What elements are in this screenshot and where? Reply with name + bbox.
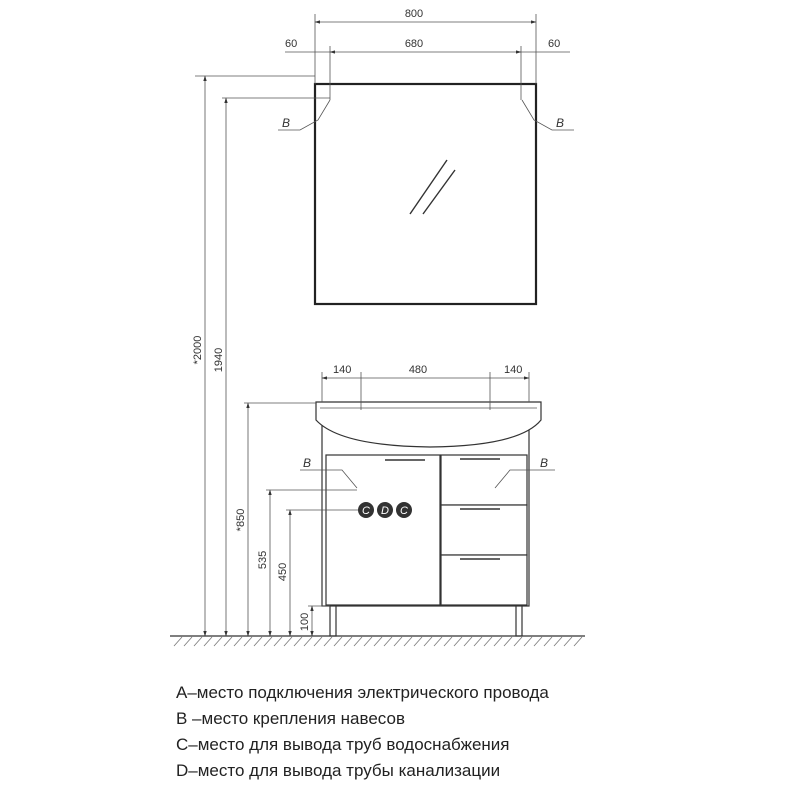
cabinet-door (326, 455, 440, 605)
floor-hatch-mark (204, 637, 212, 646)
floor-hatch-mark (494, 637, 502, 646)
water-connection-marker: C (362, 505, 370, 517)
floor-hatch-mark (524, 637, 532, 646)
cabinet-leg-right (516, 606, 522, 636)
floor-hatch-mark (294, 637, 302, 646)
mirror-left-offset-dim: 60 (285, 38, 298, 50)
floor-hatch-mark (504, 637, 512, 646)
height-2000-dim: *2000 (192, 335, 204, 365)
floor-hatch-mark (314, 637, 322, 646)
legend-item-d: D–место для вывода трубы канализации (176, 761, 501, 780)
floor-hatch-mark (514, 637, 522, 646)
floor-hatch-mark (434, 637, 442, 646)
floor-hatch-mark (244, 637, 252, 646)
mirror (278, 84, 574, 304)
cabinet-mount-label-left: B (303, 456, 312, 470)
floor-hatch-mark (354, 637, 362, 646)
floor-hatch-mark (374, 637, 382, 646)
floor-hatch-mark (484, 637, 492, 646)
cabinet-left-width-dim: 140 (333, 364, 352, 376)
floor-hatch-mark (394, 637, 402, 646)
mirror-right-offset-dim: 60 (548, 38, 561, 50)
mirror-mount-label-right: B (556, 116, 565, 130)
legend-item-a: A–место подключения электрического провода (176, 683, 549, 702)
floor-hatch-mark (564, 637, 572, 646)
floor-hatch-mark (254, 637, 262, 646)
height-850-dim: *850 (235, 508, 247, 532)
mirror-dimensions (285, 8, 570, 100)
floor-hatch-mark (414, 637, 422, 646)
height-100-dim: 100 (299, 612, 311, 632)
floor-hatch-mark (364, 637, 372, 646)
legend (176, 680, 549, 784)
floor-hatch-mark (544, 637, 552, 646)
drawer-top (441, 455, 527, 505)
floor-hatch-mark (324, 637, 332, 646)
floor-hatch-mark (334, 637, 342, 646)
floor-hatch-mark (274, 637, 282, 646)
floor-hatch-mark (444, 637, 452, 646)
cabinet-right-width-dim: 140 (504, 364, 523, 376)
mirror-mount-label-left: B (282, 116, 291, 130)
floor-hatch-mark (264, 637, 272, 646)
height-450-dim: 450 (277, 562, 289, 582)
legend-item-b: B –место крепления навесов (176, 709, 405, 728)
floor-hatch-mark (404, 637, 412, 646)
mount-leader-right (522, 100, 574, 130)
cabinet-center-width-dim: 480 (408, 364, 428, 376)
floor-hatch-mark (554, 637, 562, 646)
floor-hatch-mark (344, 637, 352, 646)
floor-hatch-mark (474, 637, 482, 646)
floor-hatch-mark (464, 637, 472, 646)
drawer-bottom (441, 555, 527, 605)
floor-line (170, 636, 585, 646)
floor-hatch-mark (224, 637, 232, 646)
drawer-middle (441, 505, 527, 555)
connection-markers (358, 502, 412, 518)
floor-hatch-mark (184, 637, 192, 646)
height-1940-dim: 1940 (213, 347, 225, 373)
vanity-cabinet (300, 402, 555, 636)
floor-hatch-mark (454, 637, 462, 646)
mirror-width-dim: 800 (404, 8, 424, 20)
drain-connection-marker: D (381, 505, 389, 517)
mirror-inner-width-dim: 680 (404, 38, 424, 50)
floor-hatch-mark (234, 637, 242, 646)
mirror-reflection-icon (410, 160, 455, 214)
floor-hatch-mark (194, 637, 202, 646)
height-535-dim: 535 (257, 550, 269, 570)
floor-hatch-mark (214, 637, 222, 646)
water-connection-marker: C (400, 505, 408, 517)
cabinet-mount-label-right: B (540, 456, 549, 470)
cabinet-leg-left (330, 606, 336, 636)
floor-hatch-mark (304, 637, 312, 646)
mirror-frame (315, 84, 536, 304)
floor-hatch-mark (574, 637, 582, 646)
legend-item-c: C–место для вывода труб водоснабжения (176, 735, 510, 754)
floor-hatch-mark (284, 637, 292, 646)
floor-hatch-mark (424, 637, 432, 646)
floor-hatch-mark (384, 637, 392, 646)
floor-hatch-mark (174, 637, 182, 646)
floor-hatch-mark (534, 637, 542, 646)
